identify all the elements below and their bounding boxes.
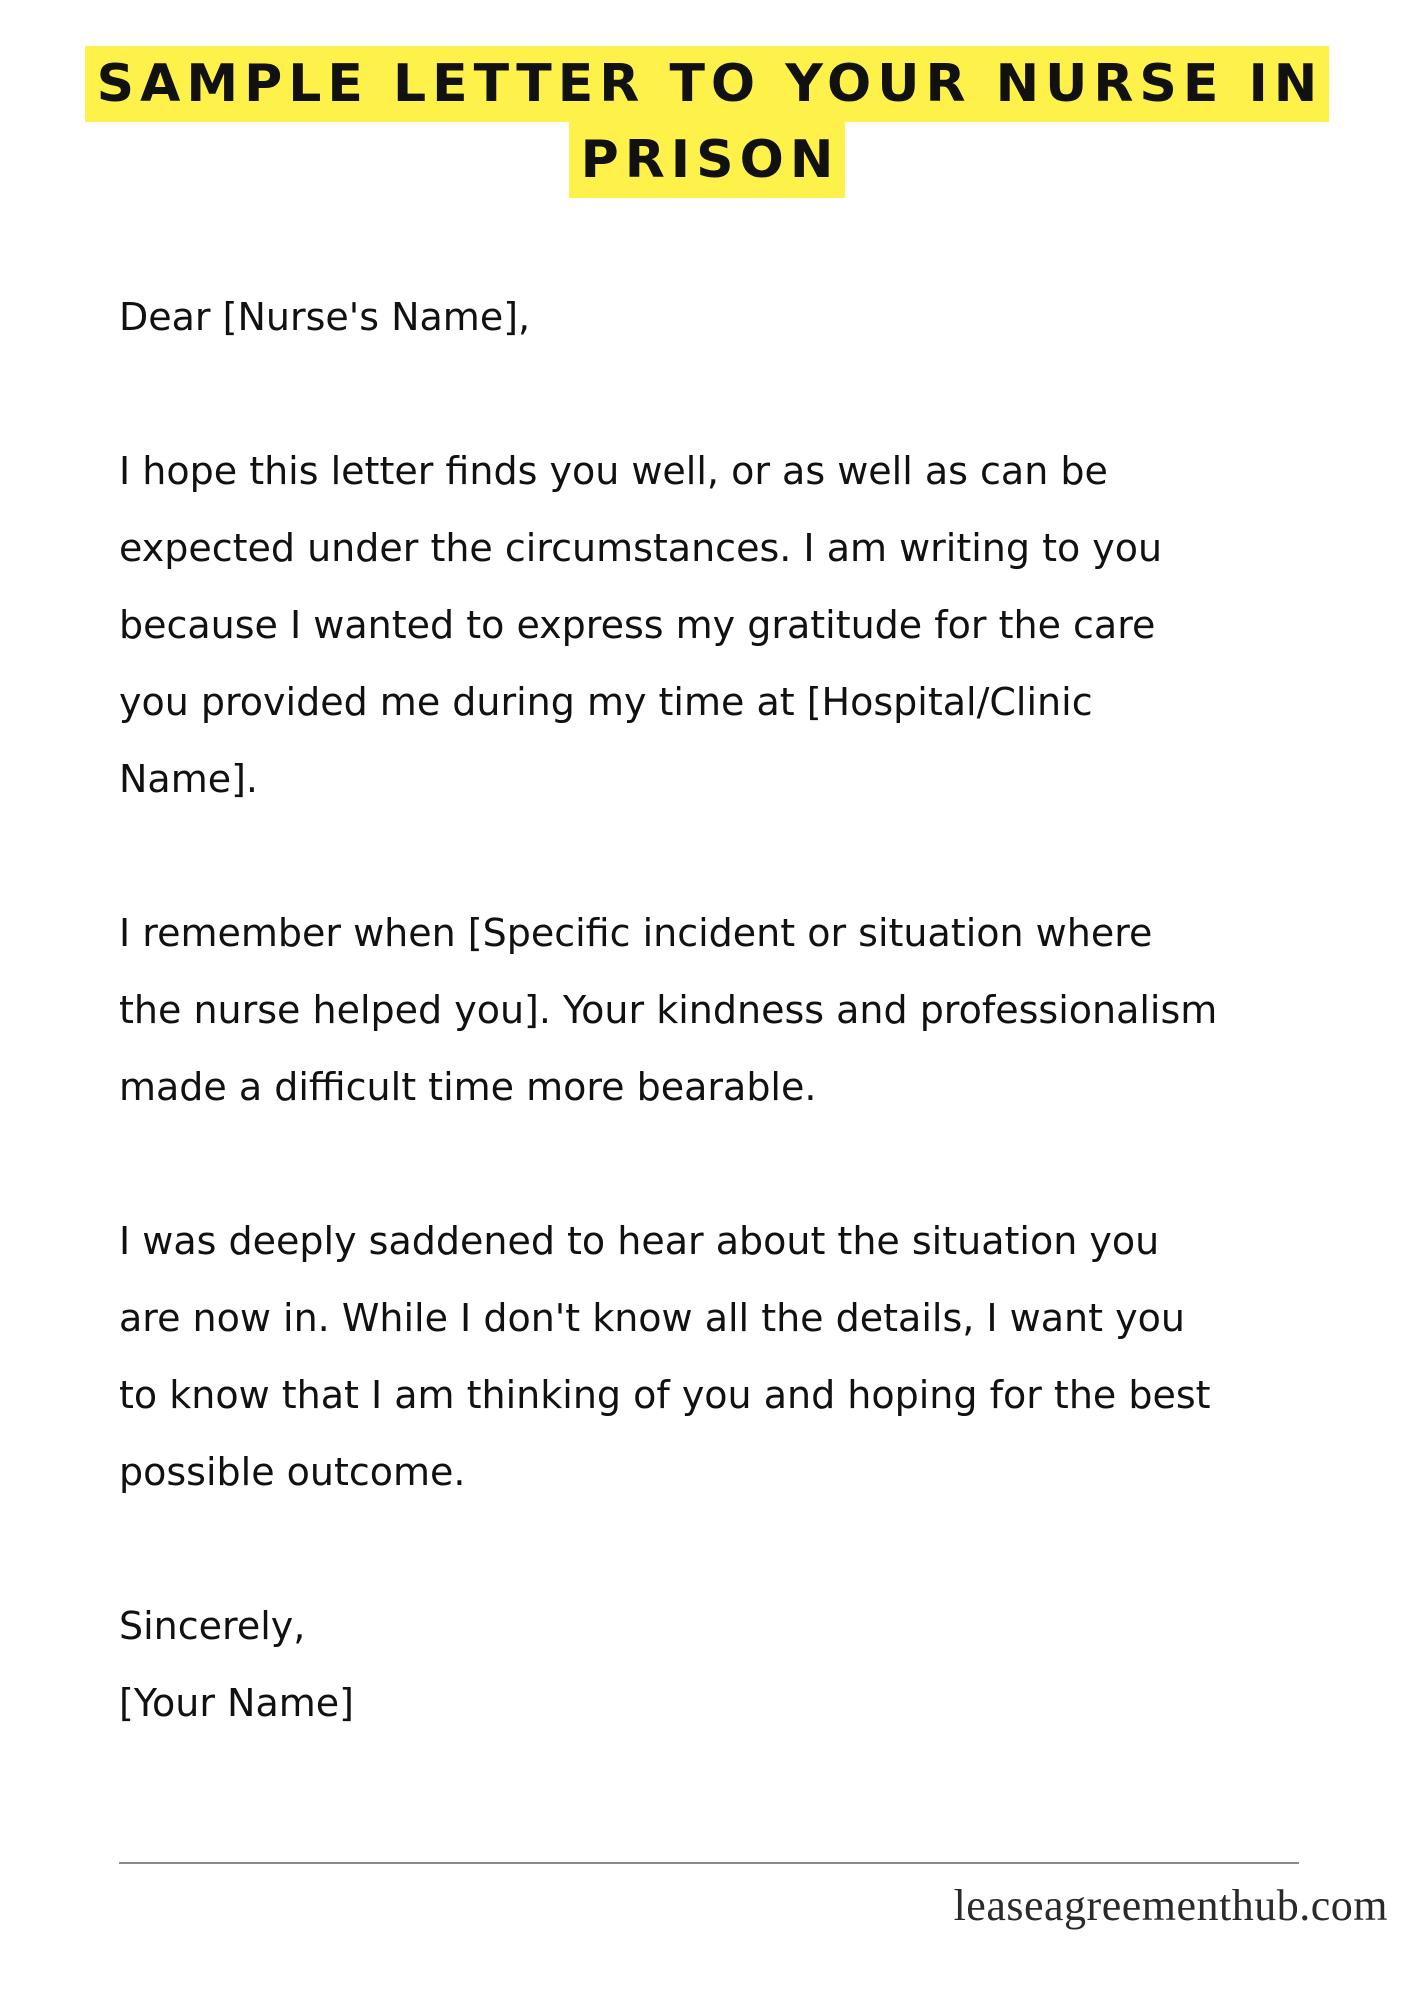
closing-block xyxy=(119,1588,1359,1742)
text-line: the nurse helped you]. Your kindness and professionalism xyxy=(119,988,1218,1032)
footer-divider xyxy=(119,1862,1299,1864)
text-line: made a difficult time more bearable. xyxy=(119,1065,817,1109)
paragraph-memory xyxy=(119,895,1359,1126)
signature: [Your Name] xyxy=(119,1681,354,1725)
paragraph-gratitude xyxy=(119,433,1359,818)
text-line: I was deeply saddened to hear about the situation you xyxy=(119,1219,1160,1263)
footer-site-name: leaseagreementhub.com xyxy=(953,1881,1388,1930)
paragraph-support xyxy=(119,1203,1359,1511)
text-line: Name]. xyxy=(119,757,259,801)
text-line: possible outcome. xyxy=(119,1450,466,1494)
text-line: you provided me during my time at [Hospital/Clinic xyxy=(119,680,1093,724)
letter-body xyxy=(119,279,1359,1742)
text-line: expected under the circumstances. I am writing to you xyxy=(119,526,1163,570)
title-line-1: SAMPLE LETTER TO YOUR NURSE IN xyxy=(85,46,1330,122)
page-title xyxy=(0,46,1414,198)
salutation: Dear [Nurse's Name], xyxy=(119,295,531,339)
title-line-2: PRISON xyxy=(569,122,846,198)
text-line: I hope this letter finds you well, or as well as can be xyxy=(119,449,1108,493)
closing: Sincerely, xyxy=(119,1604,306,1648)
text-line: are now in. While I don't know all the details, I want you xyxy=(119,1296,1185,1340)
text-line: because I wanted to express my gratitude for the care xyxy=(119,603,1156,647)
text-line: to know that I am thinking of you and hoping for the best xyxy=(119,1373,1211,1417)
text-line: I remember when [Specific incident or situation where xyxy=(119,911,1153,955)
